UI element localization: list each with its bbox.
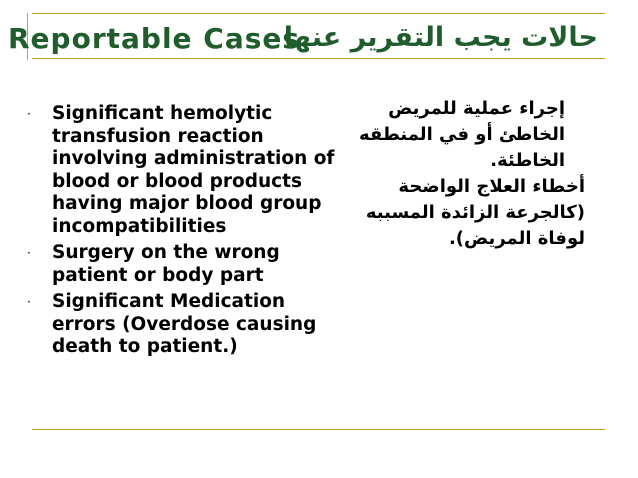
bullet-item-medication-errors bbox=[22, 291, 342, 359]
bullet-item-hemolytic-reaction bbox=[22, 103, 342, 238]
bullet-marker: · bbox=[27, 107, 31, 121]
bullet-marker: · bbox=[27, 246, 31, 260]
top-rule bbox=[32, 13, 605, 14]
slide-title-arabic: حالات يجب التقرير عنها bbox=[283, 22, 598, 53]
slide-title-english: Reportable Cases bbox=[8, 22, 301, 55]
arabic-note-wrong-surgery: إجراء عملية للمريض الخاطئ أو في المنطقه الخاطئة. bbox=[358, 98, 565, 171]
arabic-text-block bbox=[345, 96, 585, 252]
arabic-note-medication-errors: أخطاء العلاج الواضحة (كالجرعة الزائدة المسببه لوفاة المريض). bbox=[365, 176, 585, 249]
title-underline-rule bbox=[32, 58, 605, 59]
bullet-text: Significant Medication errors (Overdose causing death to patient.) bbox=[52, 291, 317, 357]
bottom-rule bbox=[32, 429, 605, 430]
bullet-item-wrong-surgery bbox=[22, 242, 342, 287]
english-bullet-list bbox=[22, 103, 342, 363]
bullet-text: Surgery on the wrong patient or body part bbox=[52, 242, 280, 286]
bullet-marker: · bbox=[27, 295, 31, 309]
bullet-text: Significant hemolytic transfusion reaction involving administration of blood or blood products having major blood group incompatibilities bbox=[52, 103, 335, 237]
